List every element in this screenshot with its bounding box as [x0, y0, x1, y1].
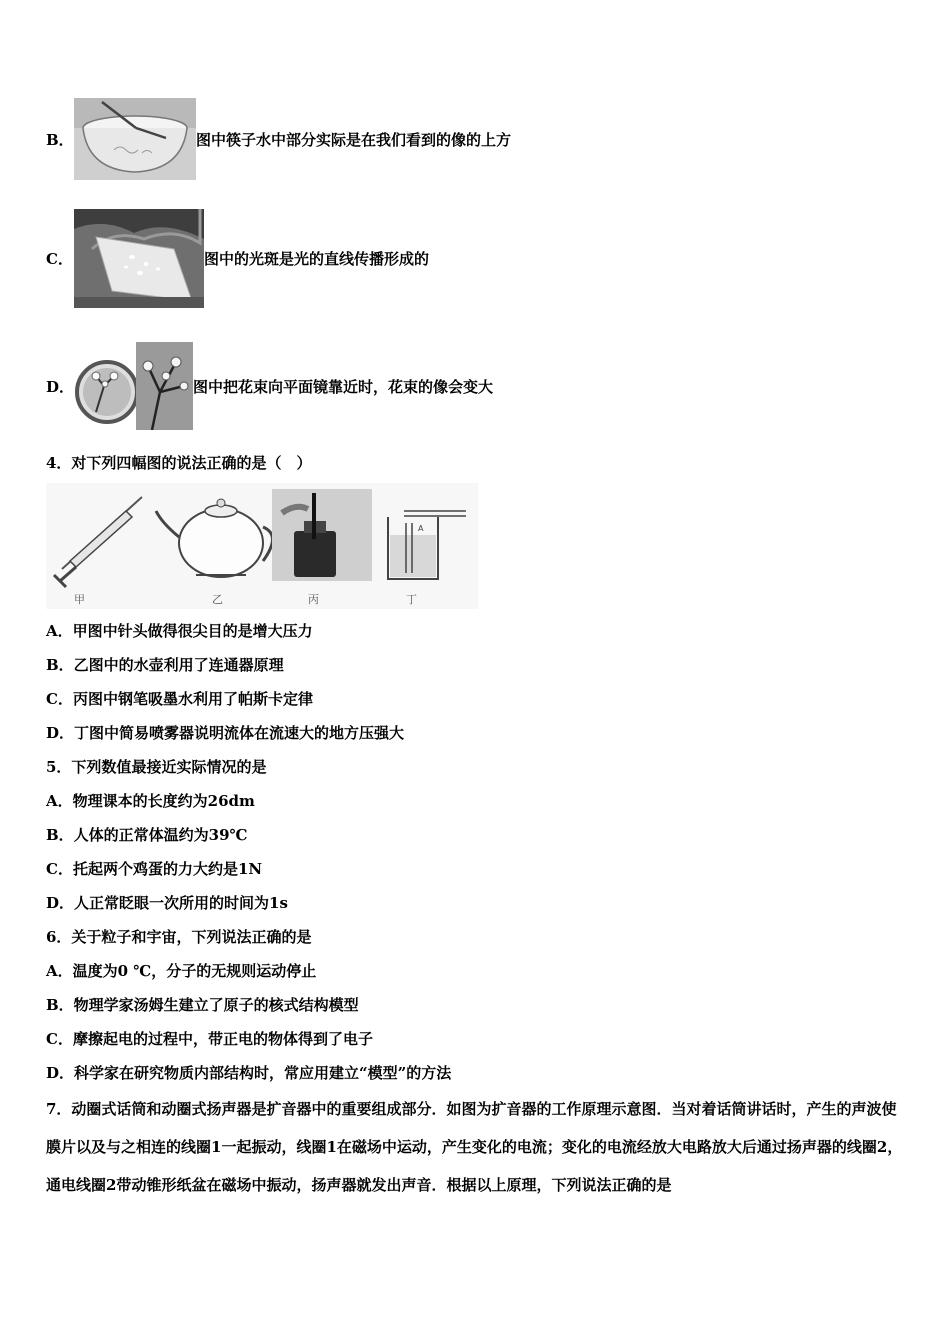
q3-option-d: [46, 342, 493, 430]
q6-option-b: B．物理学家汤姆生建立了原子的核式结构模型: [46, 996, 359, 1014]
chopsticks-bowl-image: [74, 98, 196, 180]
figure-label-bing: 丙: [308, 593, 319, 606]
q5-option-c: C．托起两个鸡蛋的力大约是1N: [46, 860, 263, 878]
flowers-mirror-image: [74, 342, 193, 430]
option-text: 图中的光斑是光的直线传播形成的: [204, 250, 430, 268]
q6-stem: 6．关于粒子和宇宙，下列说法正确的是: [46, 928, 312, 946]
q5-stem: 5．下列数值最接近实际情况的是: [46, 758, 267, 776]
q4-option-c: C．丙图中钢笔吸墨水利用了帕斯卡定律: [46, 690, 313, 708]
option-text: 图中筷子水中部分实际是在我们看到的像的上方: [196, 130, 512, 149]
q4-stem: 4．对下列四幅图的说法正确的是（ ）: [46, 454, 312, 472]
q6-option-c: C．摩擦起电的过程中，带正电的物体得到了电子: [46, 1030, 373, 1048]
figure-label-jia: 甲: [74, 593, 85, 606]
q3-option-b: [46, 98, 511, 180]
q4-option-b: B．乙图中的水壶利用了连通器原理: [46, 656, 284, 674]
q3-option-c: [46, 209, 429, 308]
q6-option-d: D．科学家在研究物质内部结构时，常应用建立“模型”的方法: [46, 1064, 452, 1082]
option-letter: C．: [46, 250, 73, 268]
option-letter: B．: [46, 130, 74, 149]
q4-option-a: A．甲图中针头做得很尖目的是增大压力: [46, 622, 313, 640]
q7-stem: 7．动圈式话筒和动圈式扬声器是扩音器中的重要组成部分．如图为扩音器的工作原理示意图．当对着话筒讲话时，产生的声波使膜片以及与之相连的线圈1一起振动，线圈1在磁场中运动，产生变化的电流；变化的电流经放大电路放大后通过扬声器的线圈2，通电线圈2带动锥形纸盆在磁场中振动，扬声器就发出声音．根据以上原理，下列说法正确的是: [46, 1100, 903, 1194]
light-spots-image: [74, 209, 204, 308]
q6-option-a: A．温度为0 ℃，分子的无规则运动停止: [46, 962, 317, 980]
figure-label-ding: 丁: [406, 593, 417, 606]
q5-option-d: D．人正常眨眼一次所用的时间为1s: [46, 894, 288, 912]
figure-label-yi: 乙: [212, 593, 223, 606]
figure-tag-a: A: [418, 524, 424, 533]
q4-figure: [46, 483, 478, 609]
q5-option-b: B．人体的正常体温约为39℃: [46, 826, 248, 844]
q5-option-a: A．物理课本的长度约为26dm: [46, 792, 255, 810]
q4-option-d: D．丁图中简易喷雾器说明流体在流速大的地方压强大: [46, 724, 405, 742]
option-letter: D．: [46, 377, 75, 396]
option-text: 图中把花束向平面镜靠近时，花束的像会变大: [193, 377, 494, 396]
